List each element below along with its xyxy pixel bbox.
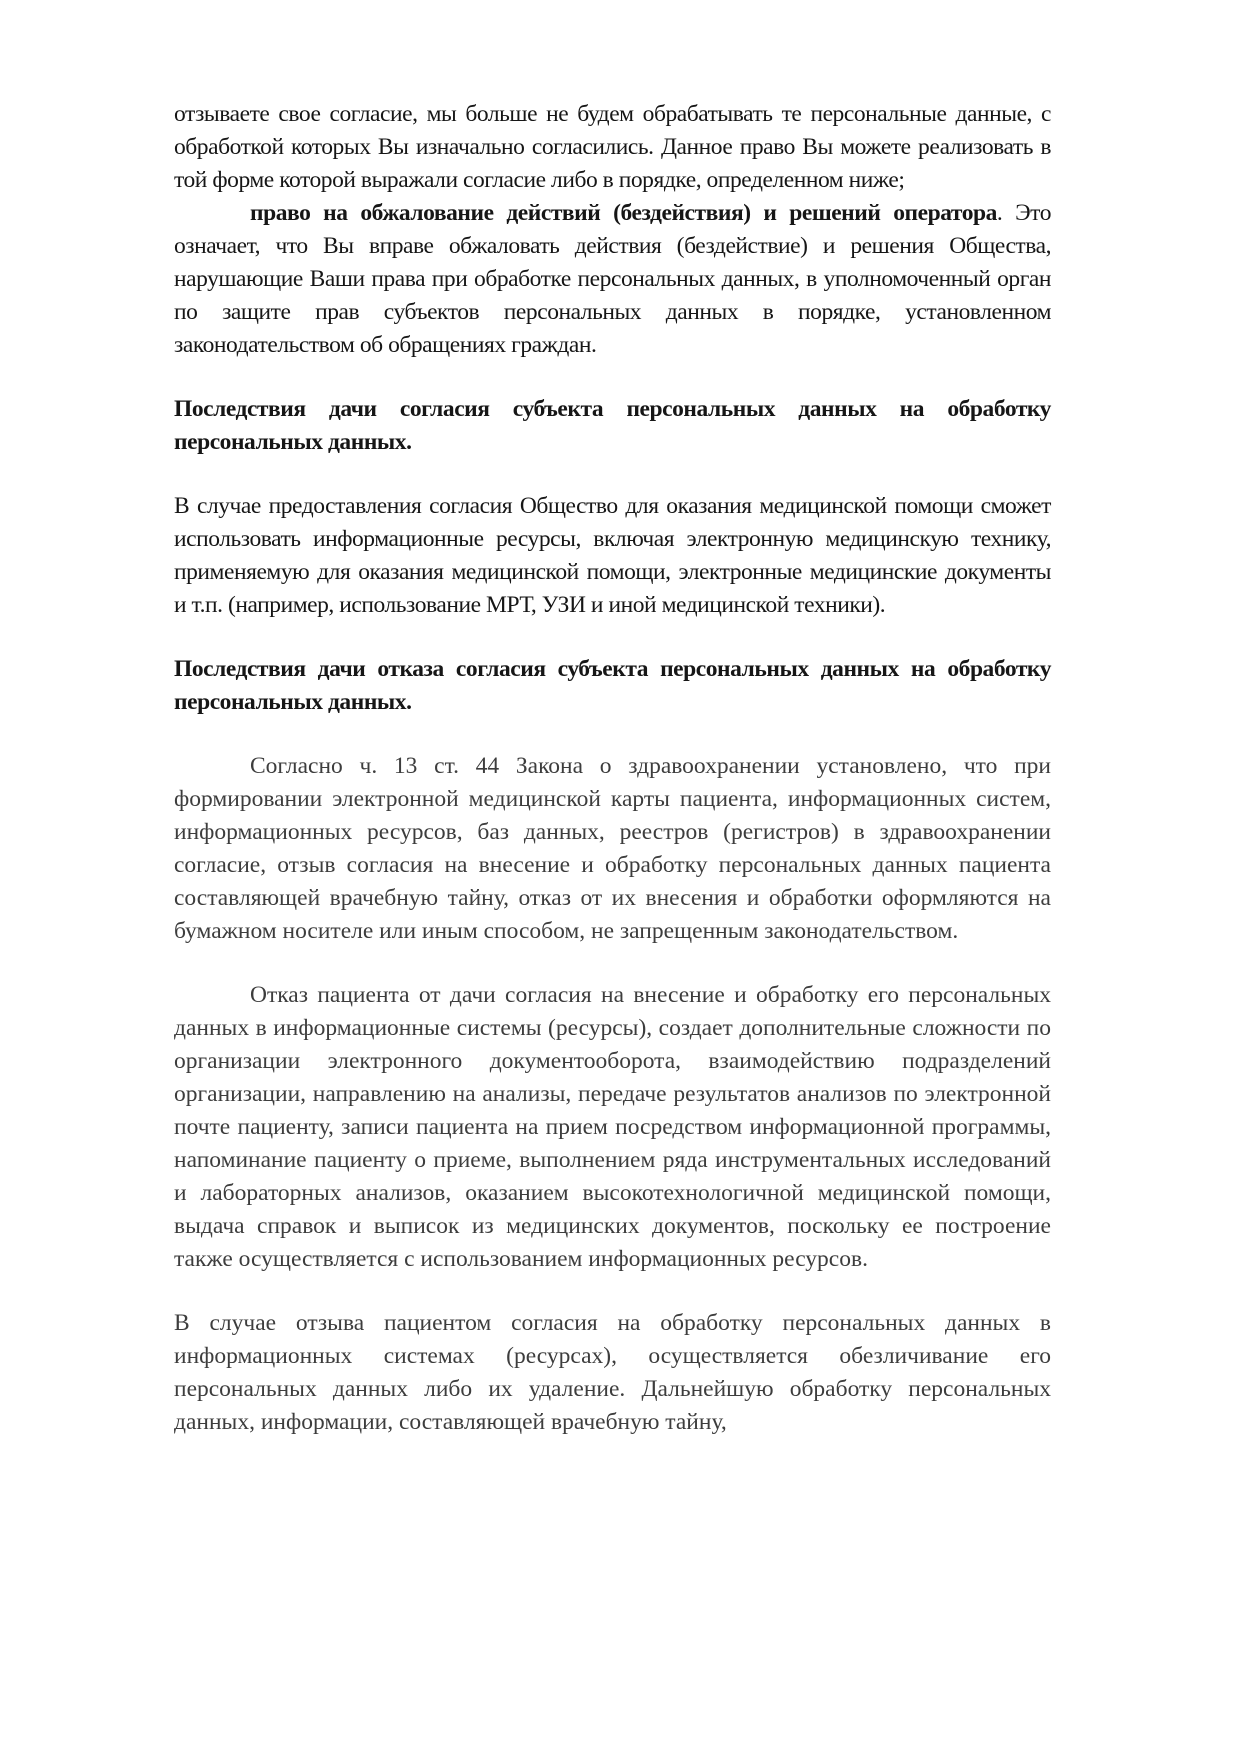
heading-consequences-of-refusing-consent: Последствия дачи отказа согласия субъекта персональных данных на обработку персональных данных. xyxy=(174,656,1051,715)
paragraph-right-to-appeal xyxy=(174,197,1051,362)
paragraph-withdrawal-anonymization: В случае отзыва пациентом согласия на обработку персональных данных в информационных системах (ресурсах), осуществляется обезличивание его персональных данных либо их удаление. Дальнейшую обработку персональных данных, информации, составляющей врачебную тайну, xyxy=(174,1310,1051,1435)
bold-lead-right-to-appeal: право на обжалование действий (бездействия) и решений оператора xyxy=(250,200,997,226)
paragraph-refusal-consequences: Отказ пациента от дачи согласия на внесение и обработку его персональных данных в информационные системы (ресурсы), создает дополнительные сложности по организации электронного документооборота, взаимодействию подразделений организации, направлению на анализы, передаче результатов анализов по электронной почте пациенту, записи пациента на прием посредством информационной программы, напоминание пациенту о приеме, выполнением ряда инструментальных исследований и лабораторных анализов, оказанием высокотехнологичной медицинской помощи, выдача справок и выписок из медицинских документов, поскольку ее построение также осуществляется с использованием информационных ресурсов. xyxy=(174,982,1051,1272)
paragraph-right-to-appeal-text: . Это означает, что Вы вправе обжаловать действия (бездействие) и решения Общества, нарушающие Ваши права при обработке персональных данных, в уполномоченный орган по защите прав субъектов персональных данных в порядке, установленном законодательством об обращениях граждан. xyxy=(174,200,1051,358)
paragraph-law-article-44: Согласно ч. 13 ст. 44 Закона о здравоохранении установлено, что при формировании электронной медицинской карты пациента, информационных систем, информационных ресурсов, баз данных, реестров (регистров) в здравоохранении согласие, отзыв согласия на внесение и обработку персональных данных пациента составляющей врачебную тайну, отказ от их внесения и обработки оформляются на бумажном носителе или иным способом, не запрещенным законодательством. xyxy=(174,753,1051,944)
paragraph-consent-given-effects: В случае предоставления согласия Общество для оказания медицинской помощи сможет использовать информационные ресурсы, включая электронную медицинскую технику, применяемую для оказания медицинской помощи, электронные медицинские документы и т.п. (например, использование МРТ, УЗИ и иной медицинской техники). xyxy=(174,493,1051,618)
paragraph-withdraw-consent-continuation: отзываете свое согласие, мы больше не будем обрабатывать те персональные данные, с обработкой которых Вы изначально согласились. Данное право Вы можете реализовать в той форме которой выражали согласие либо в порядке, определенном ниже; xyxy=(174,101,1051,193)
heading-consequences-of-giving-consent: Последствия дачи согласия субъекта персональных данных на обработку персональных данных. xyxy=(174,396,1051,455)
